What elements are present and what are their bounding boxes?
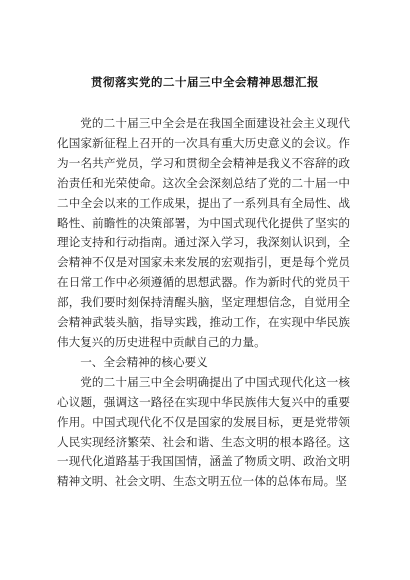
document-body <box>57 114 350 492</box>
section-paragraph: 党的二十届三中全会明确提出了中国式现代化这一核心议题，强调这一路径在实现中华民族伟大复兴中的重要作用。中国式现代化不仅是国家的发展目标，更是党带领人民实现经济繁荣、社会和谐、生态文明的根本路径。这一现代化道路基于我国国情，涵盖了物质文明、政治文明精神文明、社会文明、生态文明五位一体的总体布局。坚 <box>57 374 350 489</box>
intro-paragraph: 党的二十届三中全会是在我国全面建设社会主义现代化国家新征程上召开的一次具有重大历史意义的会议。作为一名共产党员，学习和贯彻全会精神是我义不容辞的政治责任和光荣使命。这次全会深刻总结了党的二十届一中二中全会以来的工作成果，提出了一系列具有全局性、战略性、前瞻性的决策部署，为中国式现代化提供了坚实的理论支持和行动指南。通过深入学习，我深刻认识到，全会精神不仅是对国家未来发展的宏观指引，更是每个党员在日常工作中必须遵循的思想武器。作为新时代的党员干部，我们要时刻保持清醒头脑，坚定理想信念，自觉用全会精神武装头脑，指导实践，推动工作，在实现中华民族伟大复兴的历史进程中贡献自己的力量。 <box>57 116 350 349</box>
document-title: 贯彻落实党的二十届三中全会精神思想汇报 <box>91 75 319 89</box>
section-heading: 一、全会精神的核心要义 <box>80 354 208 369</box>
